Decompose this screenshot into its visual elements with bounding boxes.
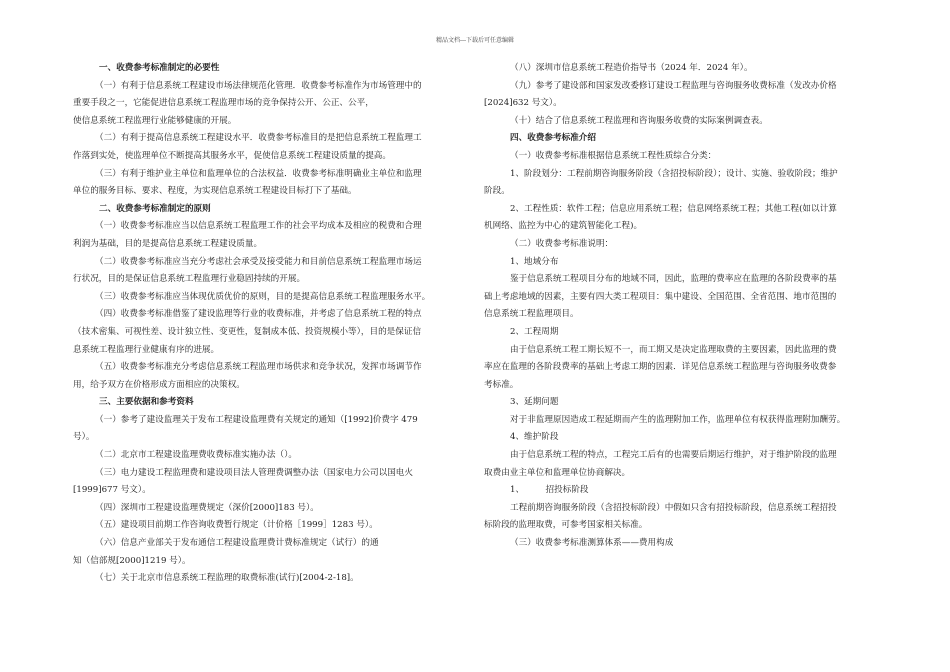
text-line: （三）电力建设工程监理费和建设项目法人管理费调整办法（国家电力公司以国电火 xyxy=(95,467,413,478)
section-heading: 四、收费参考标准介绍 xyxy=(510,133,596,144)
left-column xyxy=(73,60,463,588)
text-line: 2、工程周期 xyxy=(510,326,559,337)
text-line: 使信息系统工程监理行业能够健康的开展。 xyxy=(73,115,237,126)
text-line: 由于信息系统工程工期长短不一，而工期又是决定监理取费的主要因素，因此监理的费 xyxy=(510,344,837,355)
text-line: （五）建设项目前期工作咨询收费暂行规定（计价格［1999］1283 号）。 xyxy=(95,520,378,531)
text-line: [2024]632 号文）。 xyxy=(484,98,562,109)
text-line: 阶段。 xyxy=(484,186,510,197)
text-line: 1、地域分布 xyxy=(510,256,559,267)
page-header: 精品文档---下载后可任意编辑 xyxy=(435,37,515,44)
text-line: 标阶段的监理取费，可参考国家相关标准。 xyxy=(484,520,648,531)
text-line: 用，给予双方在价格形成方面相应的决策权。 xyxy=(73,379,245,390)
text-line: （一）收费参考标准应当以信息系统工程监理工作的社会平均成本及相应的税费和合理 xyxy=(95,221,422,232)
text-line: 作落到实处，使监理单位不断提高其服务水平，促使信息系统工程建设质量的提高。 xyxy=(73,150,391,161)
text-line: 2、工程性质：软件工程；信息应用系统工程；信息网络系统工程；其他工程(如以计算 xyxy=(510,203,837,214)
text-line: （二）收费参考标准说明： xyxy=(510,238,614,249)
text-line: （三）有利于维护业主单位和监理单位的合法权益．收费参考标准明确业主单位和监理 xyxy=(95,168,422,179)
text-line: （一）收费参考标准根据信息系统工程性质综合分类： xyxy=(510,150,717,161)
text-line: （九）参考了建设部和国家发改委修订建设工程监理与咨询服务收费标准（发改办价格 xyxy=(510,80,837,91)
right-column xyxy=(484,60,876,553)
text-line: 行状况，目的是保证信息系统工程监理行业稳固持续的开展。 xyxy=(73,274,306,285)
text-line: 信息系统工程监理项目。 xyxy=(484,309,579,320)
text-line: 3、延期问题 xyxy=(510,397,559,408)
text-line: （一）参考了建设监理关于发布工程建设监理费有关规定的通知（[1992]价费字 479 xyxy=(95,414,418,425)
text-line: 重要手段之一，它能促进信息系统工程监理市场的竞争保持公开、公正、公平， xyxy=(73,98,374,109)
text-line: （六）信息产业部关于发布通信工程建设监理费计费标准规定（试行）的通 xyxy=(95,538,379,549)
section-heading: 三、主要依据和参考资料 xyxy=(99,397,194,408)
text-line: 知（信部规[2000]1219 号）。 xyxy=(73,555,191,566)
text-line: 号）。 xyxy=(73,432,95,443)
text-line: （三）收费参考标准测算体系——费用构成 xyxy=(510,538,674,549)
text-line: 单位的服务目标、要求、程度，为实现信息系统工程建设目标打下了基础。 xyxy=(73,186,357,197)
section-heading: 二、收费参考标准制定的原则 xyxy=(99,203,211,214)
text-line: 利润为基础，目的是提高信息系统工程建设质量。 xyxy=(73,238,263,249)
text-line: 取费由业主单位和监理单位协商解决。 xyxy=(484,467,631,478)
text-line: 工程前期咨询服务阶段（含招投标阶段）中假如只含有招投标阶段，信息系统工程招投 xyxy=(510,502,837,513)
section-heading: 一、收费参考标准制定的必要性 xyxy=(99,63,220,73)
text-line: 鉴于信息系统工程项目分布的地域不同，因此，监理的费率应在监理的各阶段费率的基 xyxy=(510,274,837,285)
text-line: （二）有利于提高信息系统工程建设水平．收费参考标准目的是把信息系统工程监理工 xyxy=(95,133,422,144)
text-line: （七）关于北京市信息系统工程监理的取费标准(试行)[2004-2-18]。 xyxy=(95,573,359,584)
text-line: [1999]677 号文）。 xyxy=(73,485,151,496)
text-line: （技术密集、可视性差、设计独立性、变更性，复制成本低、投资规模小等），目的是保证信 xyxy=(73,326,422,337)
text-line: （三）收费参考标准应当体现优质优价的原则，目的是提高信息系统工程监理服务水平。 xyxy=(95,291,431,302)
text-line: （八）深圳市信息系统工程造价指导书（2024 年．2024 年）。 xyxy=(510,63,753,73)
text-line: 息系统工程监理行业健康有序的进展。 xyxy=(73,344,220,355)
text-line: 1、阶段划分：工程前期咨询服务阶段（含招投标阶段）；设计、实施、验收阶段；维护 xyxy=(510,168,838,179)
text-line: （四）收费参考标准借鉴了建设监理等行业的收费标准，并考虑了信息系统工程的特点 xyxy=(95,309,422,320)
text-line: （二）北京市工程建设监理费收费标准实施办法（）。 xyxy=(95,450,297,461)
text-line: （十）结合了信息系统工程监理和咨询服务收费的实际案例调查表。 xyxy=(510,115,768,126)
text-line: 由于信息系统工程的特点，工程完工后有的也需要后期运行维护，对于维护阶段的监理 xyxy=(510,450,837,461)
text-line: 4、维护阶段 xyxy=(510,432,559,443)
text-line: （四）深圳市工程建设监理费规定（深价[2000]183 号）。 xyxy=(95,502,319,513)
text-line: 1、 招投标阶段 xyxy=(510,485,589,496)
text-line: 础上考虑地域的因素，主要有四大类工程项目：集中建设、全国范围、全省范围、地市范围的 xyxy=(484,291,837,302)
text-line: 机网络、监控为中心的建筑智能化工程)。 xyxy=(484,221,643,232)
text-line: 考标准。 xyxy=(484,379,519,390)
text-line: 对于非监理原因造成工程延期而产生的监理附加工作，监理单位有权获得监理附加酬劳。 xyxy=(510,414,846,425)
text-line: （五）收费参考标准充分考虑信息系统工程监理市场供求和竞争状况，发挥市场调节作 xyxy=(95,362,422,373)
text-line: （一）有利于信息系统工程建设市场法律规范化管理．收费参考标准作为市场管理中的 xyxy=(95,80,422,91)
text-line: 率应在监理的各阶段费率的基础上考虑工期的因素．详见信息系统工程监理与咨询服务收费参 xyxy=(484,362,837,373)
text-line: （二）收费参考标准应当充分考虑社会承受及接受能力和目前信息系统工程监理市场运 xyxy=(95,256,422,267)
